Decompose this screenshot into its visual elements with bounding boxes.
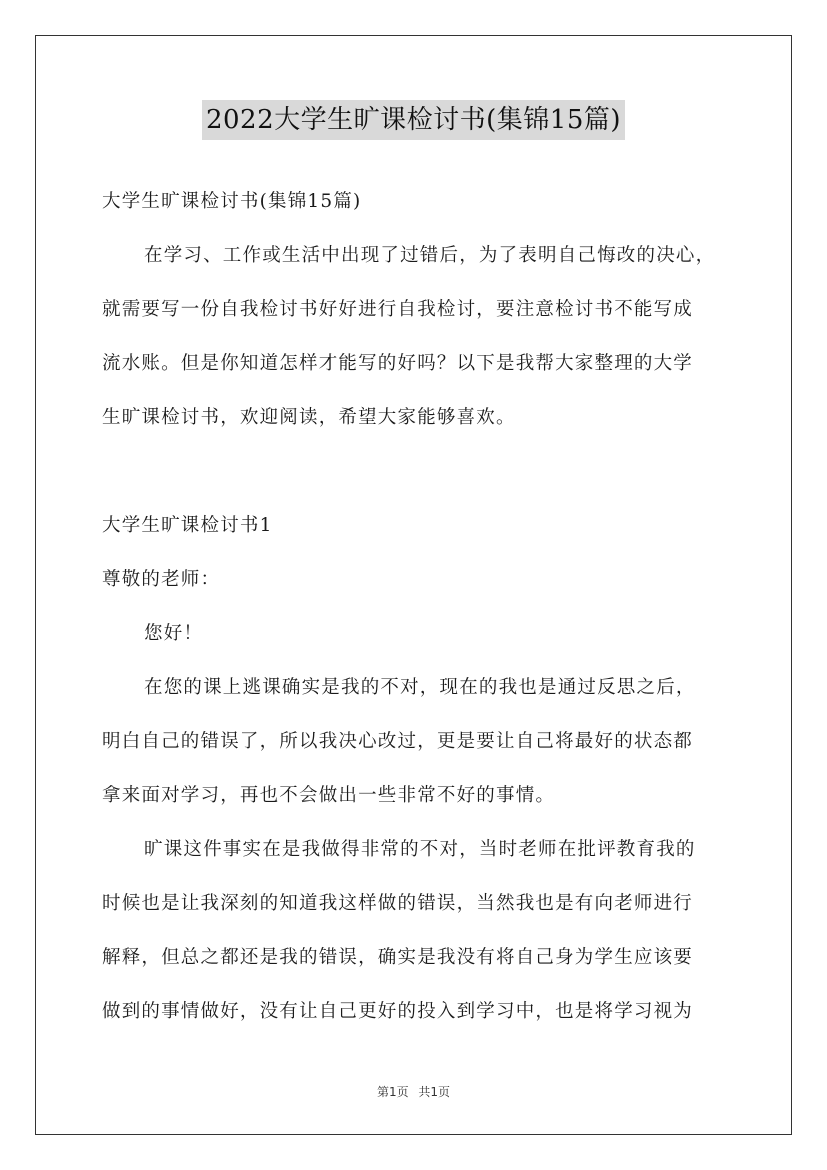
intro-line-2: 就需要写一份自我检讨书好好进行自我检讨，要注意检讨书不能写成 <box>102 299 694 320</box>
blank-line <box>102 445 732 499</box>
section-heading: 大学生旷课检讨书1 <box>102 515 273 536</box>
para2-line-1: 旷课这件事实在是我做得非常的不对，当时老师在批评教育我的 <box>144 839 696 860</box>
page-number-current: 第1页 <box>376 1085 409 1099</box>
document-subtitle: 大学生旷课检讨书(集锦15篇) <box>102 191 362 212</box>
para2-line-3: 解释，但总之都还是我的错误，确实是我没有将自己身为学生应该要 <box>102 947 694 968</box>
document-body <box>102 175 732 1039</box>
intro-line-3: 流水账。但是你知道怎样才能写的好吗？以下是我帮大家整理的大学 <box>102 353 694 374</box>
title-container <box>0 100 827 140</box>
page-footer <box>0 1083 827 1100</box>
salutation: 尊敬的老师： <box>102 569 221 590</box>
para2-line-4: 做到的事情做好，没有让自己更好的投入到学习中，也是将学习视为 <box>102 1001 694 1022</box>
page-number-total: 共1页 <box>418 1085 451 1099</box>
para1-line-2: 明白自己的错误了，所以我决心改过，更是要让自己将最好的状态都 <box>102 731 694 752</box>
greeting: 您好！ <box>144 623 204 644</box>
para1-line-1: 在您的课上逃课确实是我的不对，现在的我也是通过反思之后， <box>144 677 696 698</box>
para1-line-3: 拿来面对学习，再也不会做出一些非常不好的事情。 <box>102 785 556 806</box>
intro-line-4: 生旷课检讨书，欢迎阅读，希望大家能够喜欢。 <box>102 407 516 428</box>
intro-line-1: 在学习、工作或生活中出现了过错后，为了表明自己悔改的决心， <box>144 245 716 266</box>
document-title: 2022大学生旷课检讨书(集锦15篇) <box>202 100 625 140</box>
para2-line-2: 时候也是让我深刻的知道我这样做的错误，当然我也是有向老师进行 <box>102 893 694 914</box>
